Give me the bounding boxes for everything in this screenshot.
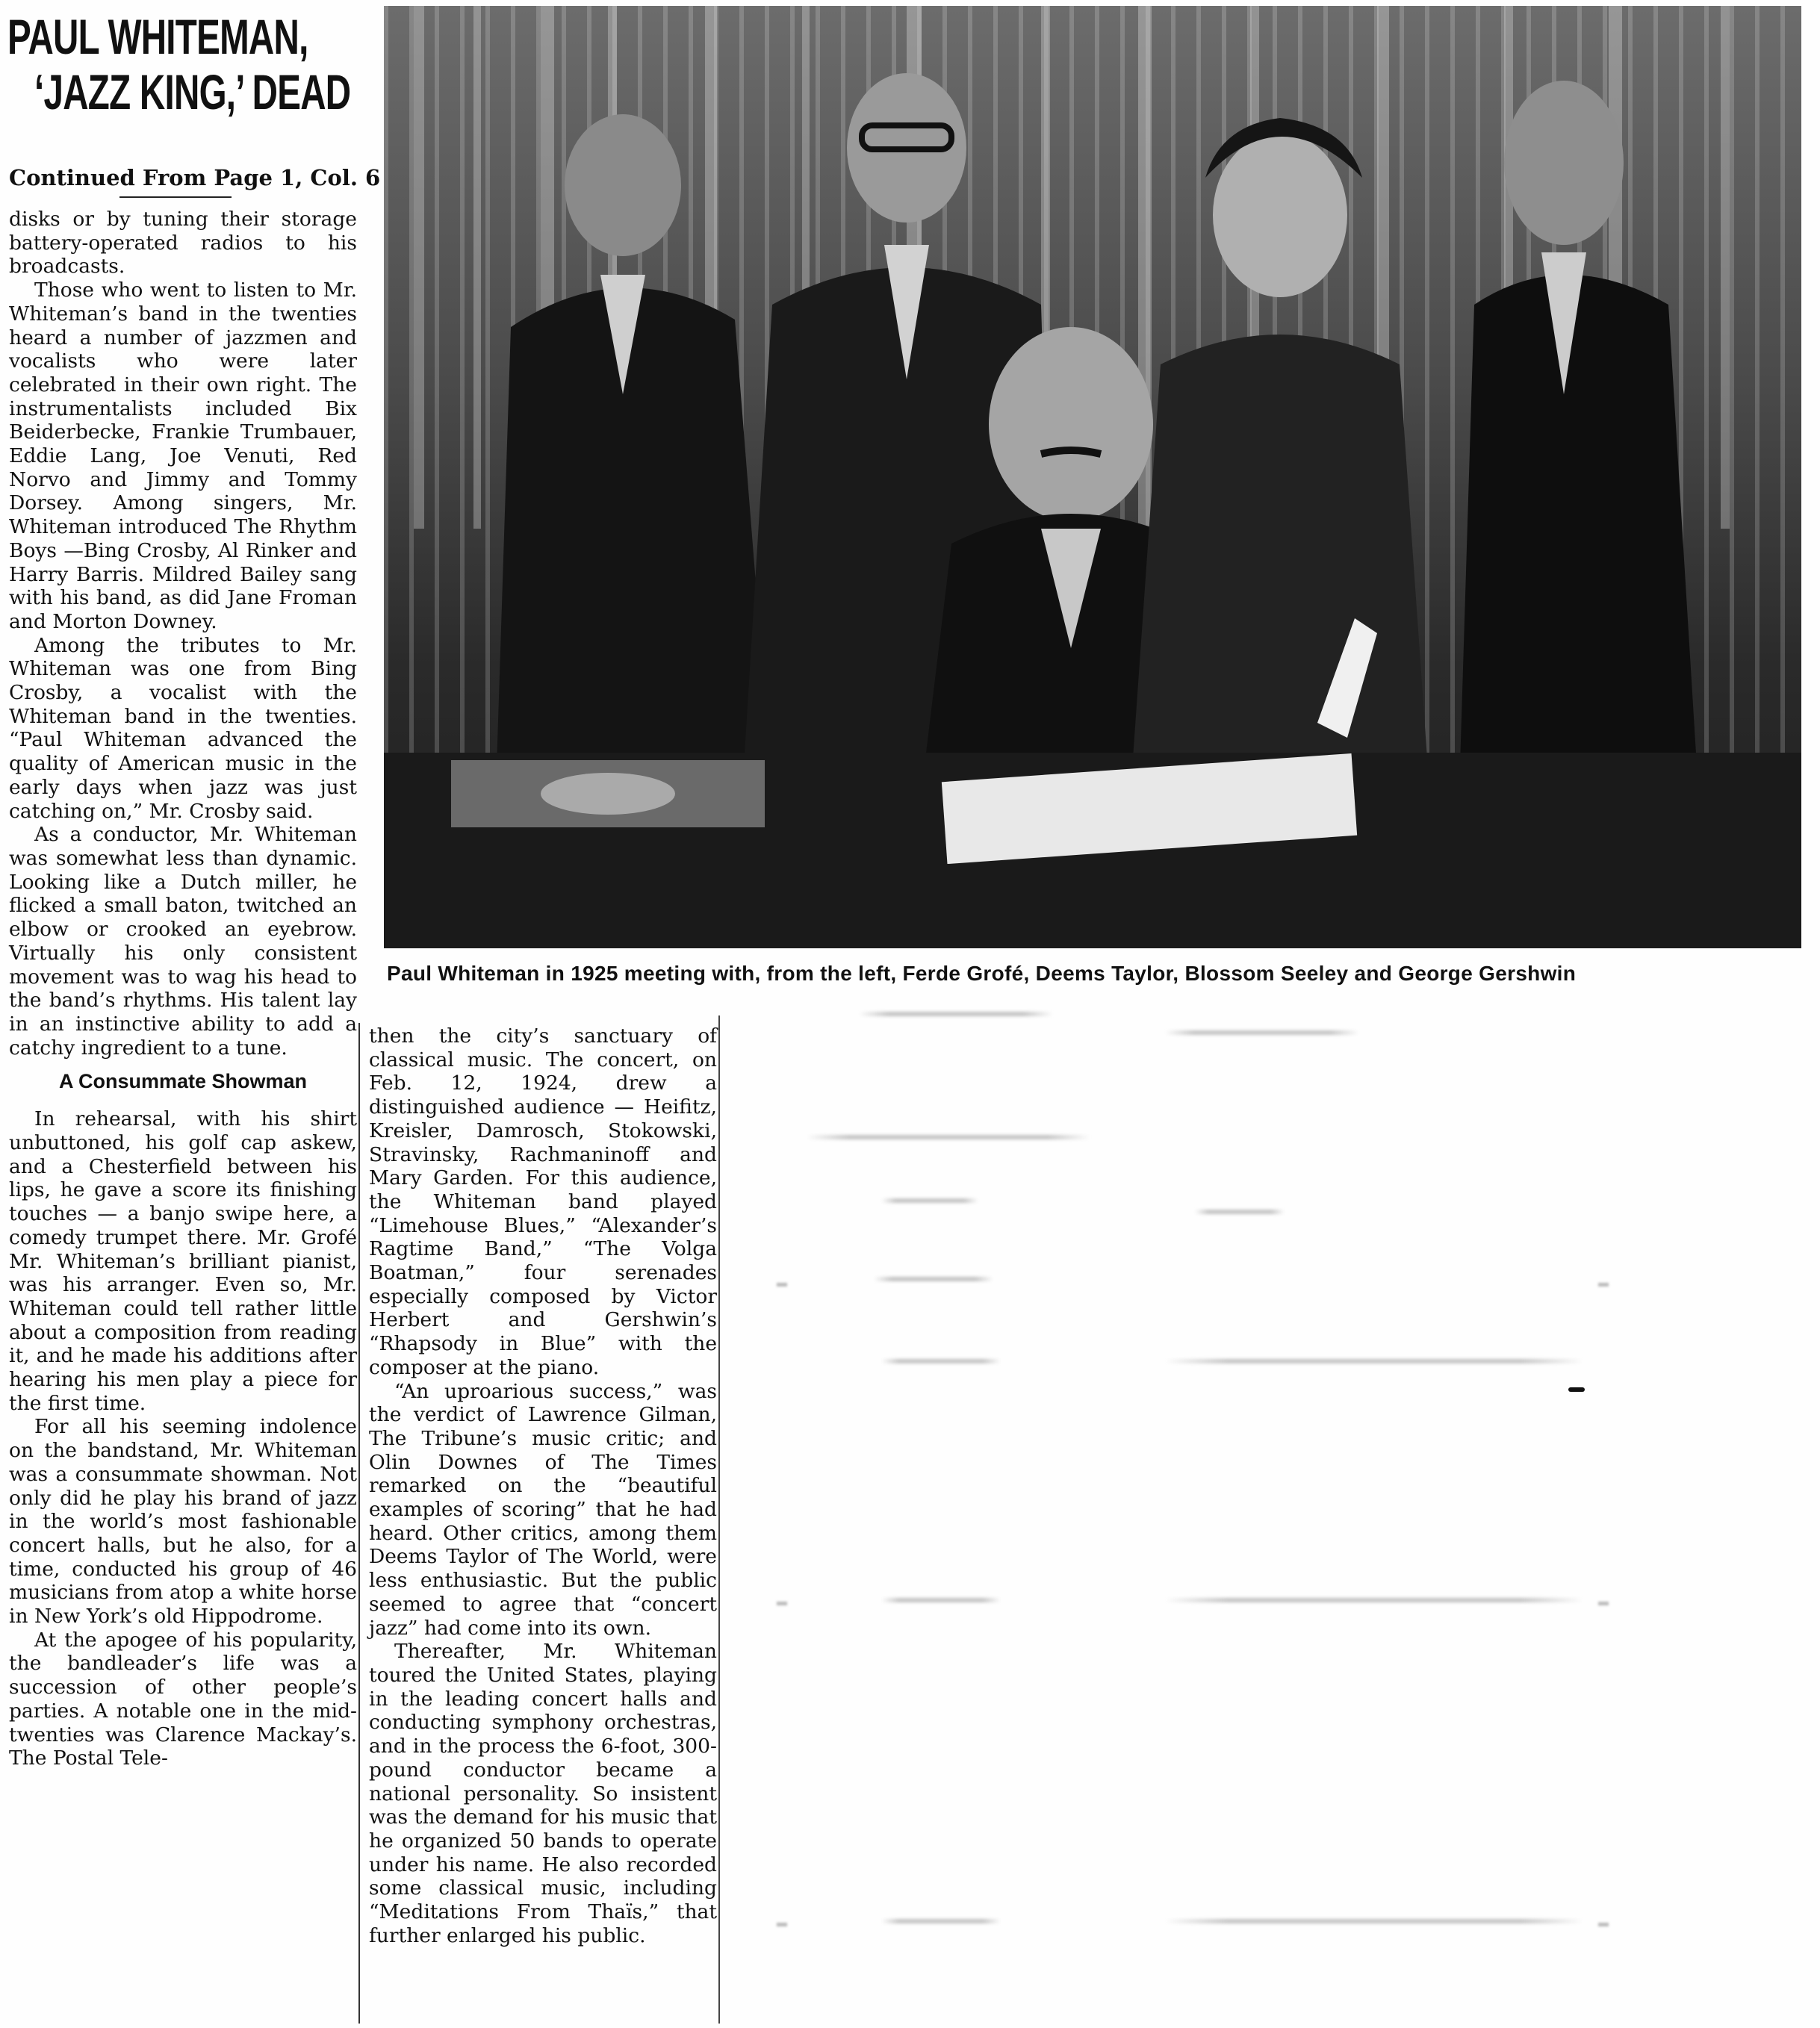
ghost-line (1165, 1030, 1359, 1035)
ghost-dot (777, 1602, 787, 1605)
photo-illustration (384, 6, 1801, 948)
ghost-line (874, 1277, 993, 1281)
person-left (496, 114, 772, 790)
column-1-paragraph-2: Those who went to listen to Mr. Whiteman’s band in the twenties heard a number of jazzmen and vocalists who were later celebrated in their own right. The instrumentalists included Bix Beiderbecke, Frankie Trumbauer, Eddie Lang, Joe Venuti, Red Norvo and Jimmy and Tommy Dorsey. Among singers, Mr. Whiteman introduced The Rhythm Boys —Bing Crosby, Al Rinker and Harry Barris. Mildred Bailey sang with his band, as did Jane Froman and Morton Downey. (9, 279, 357, 633)
continued-from-line: Continued From Page 1, Col. 6 (9, 165, 381, 190)
historical-photo (384, 6, 1801, 948)
headline-line-2: ‘JAZZ KING,’ DEAD (34, 64, 351, 119)
subhead: A Consummate Showman (58, 1070, 308, 1093)
ghost-dot (1598, 1602, 1609, 1605)
ghost-line (1165, 1919, 1583, 1923)
person-right (1459, 81, 1698, 790)
headline-line-1: PAUL WHITEMAN, (7, 9, 308, 64)
ghost-line (881, 1919, 1001, 1923)
short-rule-divider (119, 196, 232, 198)
column-3-paragraph-2: “An uproarious success,” was the verdict of Lawrence Gilman, The Tribune’s music critic; and Olin Downes of The Times remarked on the “beautiful examples of scoring” that he had heard. Other critics, among them Deems Taylor of The World, were less enthusiastic. But the public seemed to agree that “concert jazz” had come into its own. (369, 1379, 717, 1640)
ghost-line (807, 1135, 1090, 1139)
ghost-dot (777, 1923, 787, 1926)
ghost-line (881, 1198, 978, 1203)
column-2-paragraph-3: At the apogee of his popularity, the bandleader’s life was a succession of other people’s parties. A notable one in the mid-twenties was Clarence Mackay’s. The Postal Tele- (9, 1628, 357, 1770)
ghost-line (881, 1598, 1001, 1602)
ghost-dot (777, 1283, 787, 1287)
ghost-dot (1598, 1283, 1609, 1287)
article-column-2 (369, 1024, 717, 1947)
ghost-dot (1598, 1923, 1609, 1926)
column-divider-2 (718, 1015, 720, 2024)
ghost-line (881, 1359, 1001, 1363)
ghost-line (1195, 1210, 1285, 1214)
column-1-paragraph-1: disks or by tuning their storage battery-operated radios to his broadcasts. (9, 208, 357, 279)
column-2-paragraph-2: For all his seeming indolence on the bandstand, Mr. Whiteman was a consummate showman. Not only did he play his brand of jazz in the world’s most fashionable concert halls, but he also, for a time, conducted his group of 46 musicians from atop a white horse in New York’s old Hippodrome. (9, 1415, 357, 1629)
column-3-paragraph-1: then the city’s sanctuary of classical music. The concert, on Feb. 12, 1924, drew a distinguished audience — Heifitz, Kreisler, Damrosch, Stokowski, Stravinsky, Rachmaninoff and Mary Garden. For this audience, the Whiteman band played “Limehouse Blues,” “Alexander’s Ragtime Band,” “The Volga Boatman,” four serenades especially composed by Victor Herbert and Gershwin’s “Rhapsody in Blue” with the composer at the piano. (369, 1024, 717, 1379)
article-column-1 (9, 208, 357, 1770)
ink-speck (1568, 1387, 1585, 1392)
photo-caption: Paul Whiteman in 1925 meeting with, from the left, Ferde Grofé, Deems Taylor, Blossom Seeley and George Gershwin (387, 962, 1577, 985)
column-1-paragraph-3: Among the tributes to Mr. Whiteman was one from Bing Crosby, a vocalist with the Whiteman band in the twenties. “Paul Whiteman advanced the quality of American music in the early days when jazz was just catching on,” Mr. Crosby said. (9, 633, 357, 823)
column-divider-1 (358, 1023, 360, 2024)
ghost-line (859, 1012, 1053, 1016)
column-3-paragraph-3: Thereafter, Mr. Whiteman toured the United States, playing in the leading concert halls and conducting symphony orchestras, and in the process the 6-foot, 300-pound conductor became a national personality. So insistent was the demand for his music that he organized 50 bands to operate under his name. He also recorded some classical music, including “Meditations From Thaïs,” that further enlarged his public. (369, 1640, 717, 1947)
headline (7, 9, 351, 119)
ghost-line (1165, 1598, 1583, 1602)
column-1-paragraph-4: As a conductor, Mr. Whiteman was somewhat less than dynamic. Looking like a Dutch miller, he flicked a small baton, twitched an elbow or crooked an eyebrow. Virtually his only consistent movement was to wag his head to the band’s rhythms. His talent lay in an instinctive ability to add a catchy ingredient to a tune. (9, 823, 357, 1060)
ghost-line (1165, 1359, 1583, 1363)
column-2-paragraph-1: In rehearsal, with his shirt unbuttoned, his golf cap askew, and a Chesterfield between his lips, he gave a score its finishing touches — a banjo swipe here, a comedy trumpet there. Mr. Grofé Mr. Whiteman’s brilliant pianist, was his arranger. Even so, Mr. Whiteman could tell rather little about a composition from reading it, and he made his additions after hearing his men play a piece for the first time. (9, 1107, 357, 1415)
